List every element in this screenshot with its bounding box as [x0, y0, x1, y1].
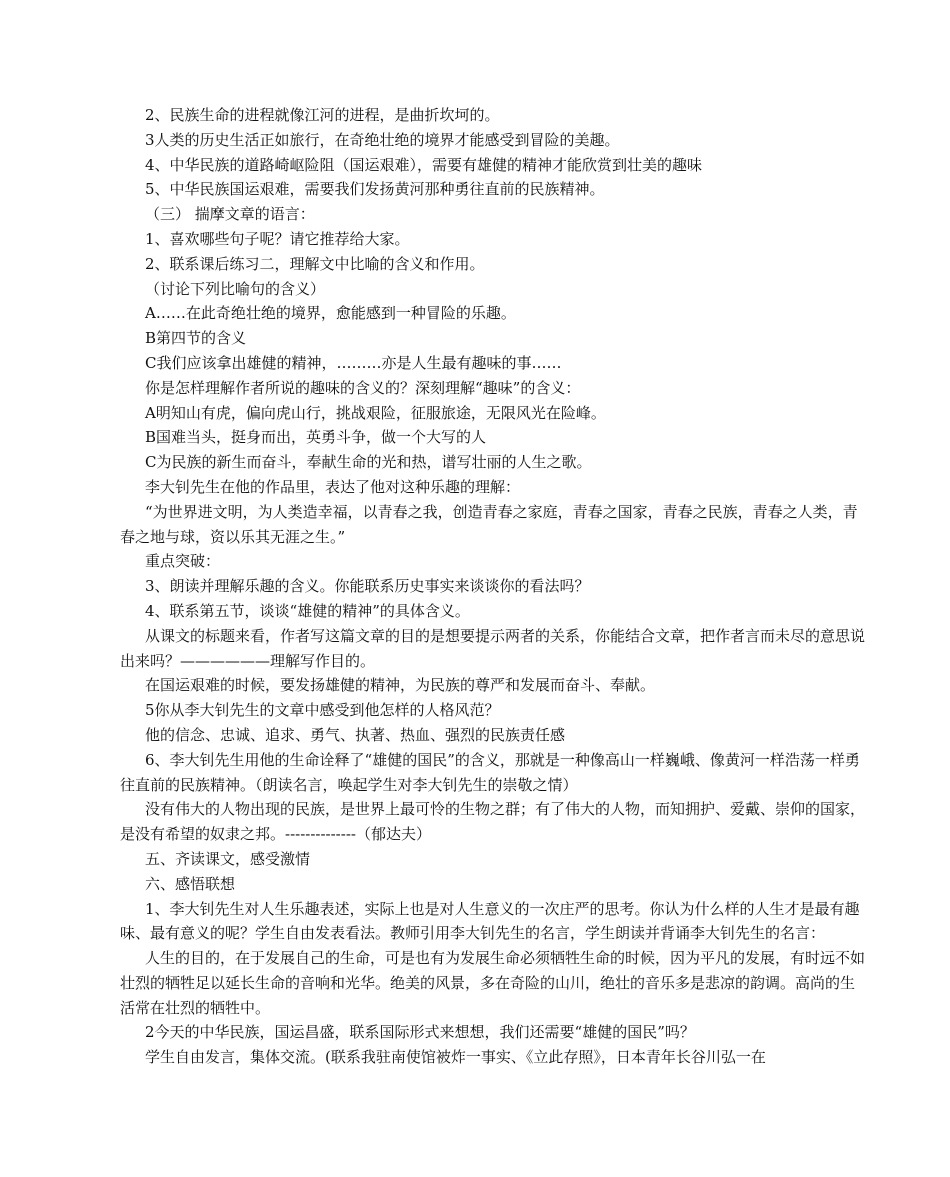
text-paragraph: 从课文的标题来看，作者写这篇文章的目的是想要提示两者的关系，你能结合文章，把作者言而未尽的意思说出来吗？——————理解写作目的。	[120, 626, 866, 670]
quote-paragraph: 没有伟大的人物出现的民族，是世界上最可怜的生物之群；有了伟大的人物，而知拥护、爱戴、崇仰的国家，是没有希望的奴隶之邦。--------------（郁达夫）	[120, 800, 866, 844]
section-heading: （三） 揣摩文章的语言：	[145, 205, 315, 224]
quote-paragraph: “为世界进文明，为人类造幸福，以青春之我，创造青春之家庭，青春之国家，青春之民族，青春之人类，青春之地与球，资以乐其无涯之生。”	[120, 502, 858, 546]
section-heading: 重点突破：	[145, 552, 221, 571]
text-line: 4、联系第五节，谈谈“雄健的精神”的具体含义。	[145, 601, 470, 620]
text-line: A明知山有虎，偏向虎山行，挑战艰险，征服旅途，无限风光在险峰。	[145, 403, 606, 422]
text-line: 他的信念、忠诚、追求、勇气、执著、热血、强烈的民族责任感	[145, 725, 566, 744]
text-line: 2、民族生命的进程就像江河的进程，是曲折坎坷的。	[145, 106, 500, 124]
text-line: A……在此奇绝壮绝的境界，愈能感到一种冒险的乐趣。	[145, 304, 516, 323]
text-line: B国难当头，挺身而出，英勇斗争，做一个大写的人	[145, 428, 487, 447]
text-line: 3人类的历史生活正如旅行，在奇绝壮绝的境界才能感受到冒险的美趣。	[145, 130, 620, 149]
text-line: 李大钊先生在他的作品里，表达了他对这种乐趣的理解：	[145, 477, 521, 496]
text-line: 4、中华民族的道路崎岖险阻（国运艰难），需要有雄健的精神才能欣赏到壮美的趣味	[145, 155, 703, 174]
quote-paragraph: 人生的目的，在于发展自己的生命，可是也有为发展生命必须牺牲生命的时候，因为平凡的发展，有时远不如壮烈的牺牲足以延长生命的音响和光华。绝美的风景，多在奇险的山川，绝壮的音乐多是悲凉的韵调。高尚的生活常在壮烈的牺牲中。	[120, 949, 866, 1017]
document-page	[120, 103, 866, 1070]
text-line: 学生自由发言，集体交流。(联系我驻南使馆被炸一事实、《立此存照》，日本青年长谷川弘一在	[145, 1048, 766, 1067]
text-line: 1、喜欢哪些句子呢？请它推荐给大家。	[145, 229, 410, 248]
text-line: 2今天的中华民族，国运昌盛，联系国际形式来想想，我们还需要“雄健的国民”吗？	[145, 1023, 695, 1042]
section-heading: 五、齐读课文，感受激情	[145, 849, 311, 868]
text-line: 你是怎样理解作者所说的趣味的含义的？深刻理解“趣味”的含义：	[145, 378, 581, 397]
text-paragraph: 6、李大钊先生用他的生命诠释了“雄健的国民”的含义，那就是一种像高山一样巍峨、像黄河一样浩荡一样勇往直前的民族精神。（朗读名言，唤起学生对李大钊先生的崇敬之情）	[120, 750, 860, 794]
text-line: B第四节的含义	[145, 329, 247, 348]
text-line: 在国运艰难的时候，要发扬雄健的精神，为民族的尊严和发展而奋斗、奉献。	[145, 676, 656, 695]
text-line: （讨论下列比喻句的含义）	[145, 279, 326, 298]
text-line: C我们应该拿出雄健的精神，………亦是人生最有趣味的事……	[145, 353, 562, 372]
section-heading: 六、感悟联想	[145, 874, 236, 893]
text-line: 5你从李大钊先生的文章中感受到他怎样的人格风范？	[145, 701, 500, 720]
text-line: 5、中华民族国运艰难，需要我们发扬黄河那种勇往直前的民族精神。	[145, 180, 605, 199]
text-line: 3、朗读并理解乐趣的含义。你能联系历史事实来谈谈你的看法吗？	[145, 577, 590, 596]
text-line: 2、联系课后练习二，理解文中比喻的含义和作用。	[145, 254, 485, 273]
text-line: C为民族的新生而奋斗，奉献生命的光和热，谱写壮丽的人生之歌。	[145, 453, 592, 472]
text-paragraph: 1、李大钊先生对人生乐趣表述，实际上也是对人生意义的一次庄严的思考。你认为什么样的人生才是最有趣味、最有意义的呢？学生自由发表看法。教师引用李大钊先生的名言，学生朗读并背诵李大钊先生的名言：	[120, 899, 860, 943]
